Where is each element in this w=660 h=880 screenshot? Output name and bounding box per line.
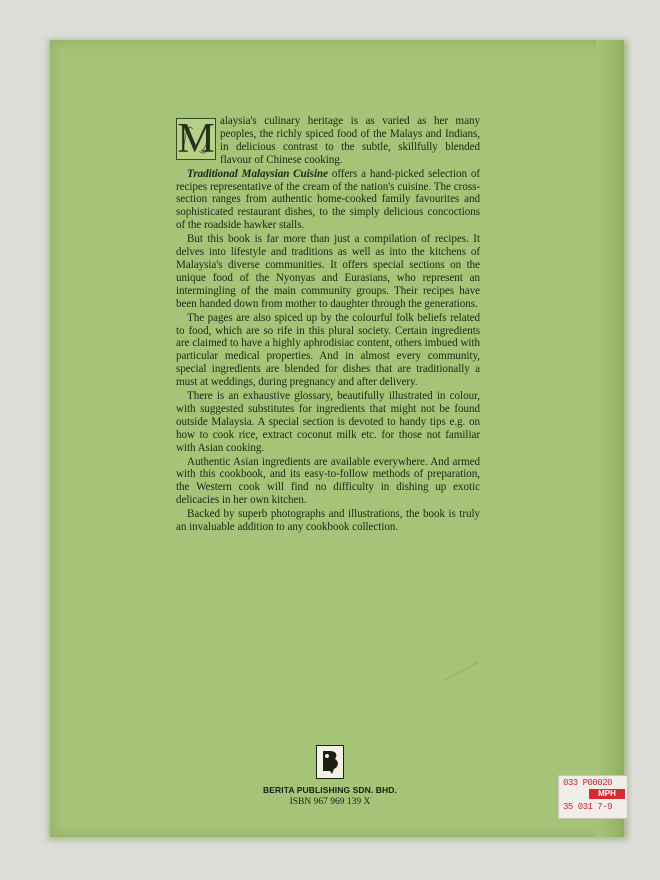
publisher-block <box>230 745 430 807</box>
blurb-paragraph-7: Backed by superb photographs and illustrations, the book is truly an invaluable addition to any cookbook collection. <box>176 508 480 534</box>
blurb-paragraph-5: There is an exhaustive glossary, beautifully illustrated in colour, with suggested substitutes for ingredients that might not be found outside Malaysia. A special section is devoted to handy tips e.g. on how to cook rice, extract coconut milk etc. for those not familiar with Asian cooking. <box>176 390 480 454</box>
blurb-text <box>176 115 480 535</box>
book-title: Traditional Malaysian Cuisine <box>187 167 328 180</box>
publisher-logo-icon <box>316 745 344 779</box>
price-sticker <box>558 775 628 819</box>
blurb-paragraph-2: Traditional Malaysian Cuisine offers a hand-picked selection of recipes representative of the cream of the nation's cuisine. The cross-section ranges from authentic home-cooked family favourites and sophisticated restaurant dishes, to the simply delicious concoctions of the roadside hawker stalls. <box>176 167 480 232</box>
sticker-price-code: 35 031 7-9 <box>563 802 613 812</box>
publisher-name: BERITA PUBLISHING SDN. BHD. <box>263 785 397 795</box>
blurb-paragraph-1: M alaysia's culinary heritage is as varied as her many peoples, the richly spiced food of the Malays and Indians, in delicious contrast to the subtle, skillfully blended flavour of Chinese cooking. <box>177 115 480 166</box>
blurb-paragraph-3: But this book is far more than just a compilation of recipes. It delves into lifestyle and traditions as well as into the kitchens of Malaysia's diverse communities. It offers special sections on the unique food of the Nyonyas and Eurasians, who represent an intermingling of the main community groups. Their recipes have been handed down from mother to daughter through the generations. <box>176 233 480 310</box>
isbn: ISBN 967 969 139 X <box>289 797 371 807</box>
dropcap <box>176 118 216 160</box>
blurb-paragraph-4: The pages are also spiced up by the colourful folk beliefs related to food, which are so rife in this plural society. Certain ingredients are claimed to have a highly aphrodisiac content, others imbued with particular medical properties. And in almost every community, special ingredients are blended for dishes that are traditionally a must at weddings, during pregnancy and after delivery. <box>176 311 480 389</box>
book-spine-edge <box>596 40 624 837</box>
blurb-paragraph-6: Authentic Asian ingredients are available everywhere. And armed with this cookbook, and its easy-to-follow methods of preparation, the Western cook will find no difficulty in dishing up exotic delicacies in her own kitchen. <box>176 455 480 507</box>
dropcap-letter: M <box>177 116 215 162</box>
sticker-code: 033 P00020 <box>563 778 613 788</box>
sticker-brand: MPH <box>589 789 625 799</box>
